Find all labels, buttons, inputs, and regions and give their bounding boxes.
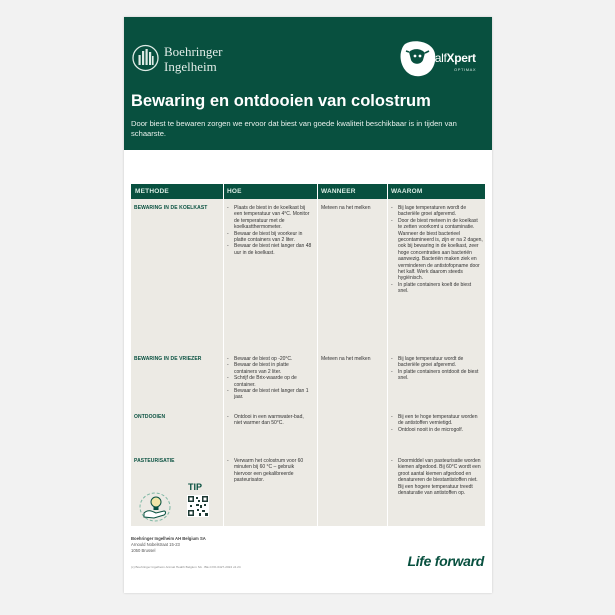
how-item: - Bewaar de biest niet langer dan 1 jaar.: [227, 388, 313, 401]
why-item: - Ontdooi nooit in de microgolf.: [391, 427, 483, 433]
how-item: - Bewaar de biest op -20°C.: [227, 356, 313, 362]
footer-address-line2: 1050 Brussel: [131, 548, 156, 553]
boehringer-building-icon: [132, 44, 159, 72]
tip-label: TIP: [188, 482, 203, 492]
how-cell: [227, 458, 313, 484]
tagline: Life forward: [407, 553, 484, 569]
storage-table: [131, 184, 485, 526]
why-cell: [391, 458, 483, 496]
why-item: - In platte containers koelt de biest snel.: [391, 282, 483, 295]
footer-legal: (c) Boehringer Ingelheim Animal Health Belgium SA · BE-CXO-0427-2024 v2.24: [131, 565, 241, 569]
why-item: - Bij lage temperatuur wordt de bacteriële groei afgeremd.: [391, 356, 483, 369]
why-item: - Bij lage temperaturen wordt de bacteriële groei afgeremd.: [391, 205, 483, 218]
column-header-methode: METHODE: [135, 188, 169, 195]
how-item: - Verwarm het colostrum voor 60 minuten bij 60 °C – gebruik hiervoor een gekalibreerde pasteurisator.: [227, 458, 313, 484]
why-item: - Bij een te hoge temperatuur worden de antistoffen vernietigd.: [391, 414, 483, 427]
how-item: - Bewaar de biest in platte containers van 2 liter.: [227, 362, 313, 375]
why-cell: [391, 205, 483, 295]
brand-right-b: Xpert: [446, 51, 476, 65]
when-cell: Meteen na het melken: [321, 356, 371, 362]
why-item: - Doormiddel van pasteurisatie worden kiemen afgedood. Bij 60°C wordt een groot aantal kiemen afgedood en denatureren de biestantistoffen niet. Bij een hogere temperatuur treedt denaturatie van antistoffen op.: [391, 458, 483, 496]
method-cell: ONTDOOIEN: [134, 414, 166, 420]
lightbulb-hand-icon: [138, 491, 174, 523]
how-cell: [227, 414, 313, 427]
how-item: - Bewaar de biest bij voorkeur in platte containers van 2 liter.: [227, 231, 313, 244]
qr-code-icon[interactable]: [187, 495, 209, 517]
calfxpert-logo: [399, 40, 491, 80]
column-header-waarom: WAAROM: [391, 188, 423, 195]
how-cell: [227, 205, 313, 256]
column-header-wanneer: WANNEER: [321, 188, 356, 195]
brand-left-line1: Boehringer: [164, 44, 223, 59]
how-cell: [227, 356, 313, 401]
page-title: Bewaring en ontdooien van colostrum: [131, 92, 431, 110]
boehringer-ingelheim-logo: [132, 41, 242, 79]
brand-right-sub: OPTIMAX: [454, 67, 477, 72]
column-header-hoe: HOE: [227, 188, 242, 195]
poster-sheet: [124, 17, 492, 593]
calfxpert-wordmark: [429, 51, 476, 65]
boehringer-wordmark: [164, 44, 222, 74]
column-divider: [387, 184, 388, 526]
how-item: - Ontdooi in een warmwater-bad, niet warmer dan 50°C.: [227, 414, 313, 427]
footer-company: Boehringer Ingelheim AH Belgium SA: [131, 536, 206, 541]
intro-text: Door biest te bewaren zorgen we ervoor dat biest van goede kwaliteit beschikbaar is in tijden van schaarste.: [131, 119, 457, 138]
why-cell: [391, 414, 483, 433]
brand-left-line2: Ingelheim: [164, 59, 217, 74]
tip-block: [138, 477, 228, 527]
column-divider: [223, 184, 224, 526]
table-header: [131, 184, 485, 199]
how-item: - Schrijf de Brix-waarde op de container.: [227, 375, 313, 388]
method-cell: BEWARING IN DE KOELKAST: [134, 205, 208, 211]
how-item: - Plaats de biest in de koelkast bij een temperatuur van 4°C. Monitor de temperatuur met de koelkastthermometer.: [227, 205, 313, 231]
column-divider: [317, 184, 318, 526]
when-cell: Meteen na het melken: [321, 205, 371, 211]
method-cell: PASTEURISATIE: [134, 458, 175, 464]
how-item: - Bewaar de biest niet langer dan 48 uur in de koelkast.: [227, 243, 313, 256]
header-band: [124, 17, 492, 150]
why-item: - In platte containers ontdooit de biest snel.: [391, 369, 483, 382]
why-cell: [391, 356, 483, 382]
method-cell: BEWARING IN DE VRIEZER: [134, 356, 202, 362]
why-item: - Door de biest meteen in de koelkast te zetten voorkomt u contaminatie. Wanneer de biest bacterieel gecontamineerd is, zijn er na 2 dagen, ook bij bewaring in de koelkast, zeer hoge concentraties aan bacteriën aanwezig. Bacteriën maken ziek en verminderen de antistofopname door het kalf. Werk daarom steeds hygiënisch.: [391, 218, 483, 282]
footer-address-line1: Arnould Nobelstraat 15-23: [131, 542, 180, 547]
brand-right-a: calf: [429, 51, 447, 65]
